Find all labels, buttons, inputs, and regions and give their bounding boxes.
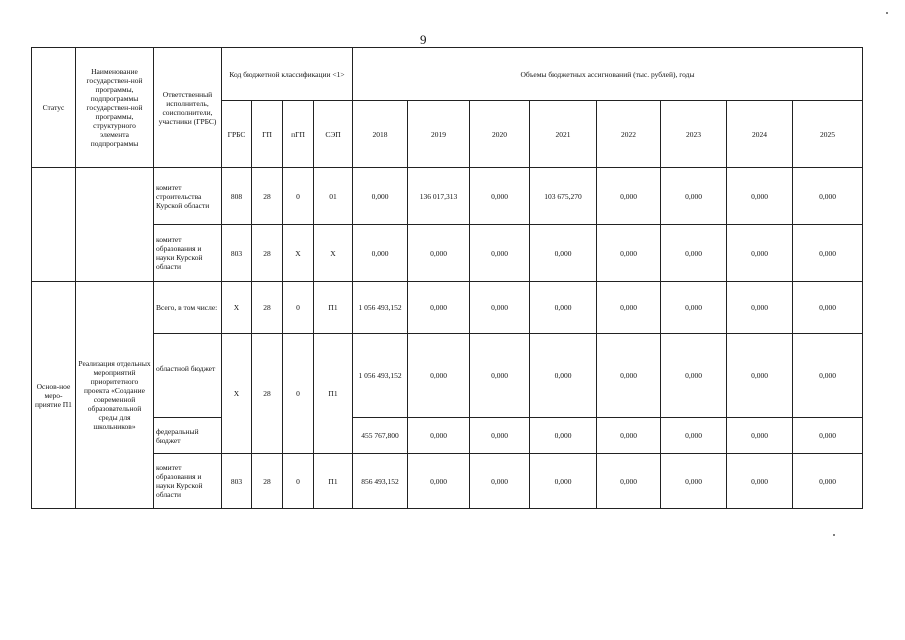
page-number: 9	[420, 32, 427, 47]
grbs-cell: X	[222, 282, 252, 334]
value-cell: 0,000	[530, 334, 597, 418]
value-cell: 0,000	[530, 282, 597, 334]
value-cell: 0,000	[597, 225, 661, 282]
header-year: 2021	[530, 101, 597, 168]
value-cell: 0,000	[793, 334, 863, 418]
name-cell-empty	[76, 168, 154, 282]
value-cell: 0,000	[408, 418, 470, 454]
value-cell: 0,000	[530, 454, 597, 509]
value-cell: 856 493,152	[353, 454, 408, 509]
gp-cell: 28	[252, 454, 283, 509]
main-event-name: Реализация отдельных мероприятий приоритетного проекта «Создание современной образовательной среды для школьников»	[76, 282, 154, 509]
value-cell: 0,000	[530, 225, 597, 282]
value-cell: 0,000	[661, 168, 727, 225]
responsible-cell: комитет образования и науки Курской области	[154, 454, 222, 509]
table-row	[32, 282, 863, 334]
value-cell: 0,000	[727, 225, 793, 282]
responsible-cell: Всего, в том числе:	[154, 282, 222, 334]
value-cell: 0,000	[727, 454, 793, 509]
sep-cell: П1	[314, 454, 353, 509]
value-cell: 0,000	[727, 418, 793, 454]
scan-speck	[833, 534, 835, 536]
gp-cell: 28	[252, 334, 283, 454]
status-cell-empty	[32, 168, 76, 282]
header-year: 2024	[727, 101, 793, 168]
main-event-status: Основ-ное меро-приятие П1	[32, 282, 76, 509]
pgp-cell: X	[283, 225, 314, 282]
value-cell: 0,000	[661, 454, 727, 509]
gp-cell: 28	[252, 282, 283, 334]
gp-cell: 28	[252, 225, 283, 282]
header-year: 2023	[661, 101, 727, 168]
value-cell: 0,000	[408, 454, 470, 509]
header-budget-group: Объемы бюджетных ассигнований (тыс. рублей), годы	[353, 48, 863, 101]
value-cell: 0,000	[470, 225, 530, 282]
value-cell: 0,000	[470, 454, 530, 509]
value-cell: 0,000	[408, 334, 470, 418]
value-cell: 0,000	[470, 168, 530, 225]
value-cell: 0,000	[470, 282, 530, 334]
value-cell: 0,000	[353, 168, 408, 225]
header-year: 2019	[408, 101, 470, 168]
value-cell: 0,000	[727, 334, 793, 418]
value-cell: 0,000	[470, 418, 530, 454]
pgp-cell: 0	[283, 454, 314, 509]
value-cell: 0,000	[597, 334, 661, 418]
value-cell: 0,000	[793, 225, 863, 282]
sep-cell: П1	[314, 282, 353, 334]
value-cell: 0,000	[597, 168, 661, 225]
value-cell: 0,000	[408, 282, 470, 334]
pgp-cell: 0	[283, 168, 314, 225]
header-status: Статус	[32, 48, 76, 168]
value-cell: 0,000	[661, 334, 727, 418]
pgp-cell: 0	[283, 334, 314, 454]
table-row	[32, 168, 863, 225]
value-cell: 1 056 493,152	[353, 282, 408, 334]
grbs-cell: X	[222, 334, 252, 454]
value-cell: 136 017,313	[408, 168, 470, 225]
sep-cell: 01	[314, 168, 353, 225]
value-cell: 0,000	[661, 225, 727, 282]
pgp-cell: 0	[283, 282, 314, 334]
header-year: 2020	[470, 101, 530, 168]
header-pgp: пГП	[283, 101, 314, 168]
gp-cell: 28	[252, 168, 283, 225]
table-row	[32, 418, 863, 454]
responsible-cell: комитет образования и науки Курской области	[154, 225, 222, 282]
header-name: Наименование государствен-ной программы, подпрограммы государствен-ной программы, структурного элемента подпрограммы	[76, 48, 154, 168]
responsible-cell: областной бюджет	[154, 334, 222, 418]
value-cell: 455 767,800	[353, 418, 408, 454]
value-cell: 0,000	[597, 418, 661, 454]
header-year: 2025	[793, 101, 863, 168]
table-row	[32, 225, 863, 282]
value-cell: 0,000	[597, 282, 661, 334]
value-cell: 0,000	[793, 418, 863, 454]
value-cell: 0,000	[470, 334, 530, 418]
header-year: 2018	[353, 101, 408, 168]
header-year: 2022	[597, 101, 661, 168]
table-row	[32, 334, 863, 418]
value-cell: 0,000	[661, 418, 727, 454]
value-cell: 0,000	[353, 225, 408, 282]
value-cell: 0,000	[408, 225, 470, 282]
table-row	[32, 454, 863, 509]
value-cell: 103 675,270	[530, 168, 597, 225]
responsible-cell: федеральный бюджет	[154, 418, 222, 454]
responsible-cell: комитет строительства Курской области	[154, 168, 222, 225]
header-gp: ГП	[252, 101, 283, 168]
value-cell: 0,000	[661, 282, 727, 334]
value-cell: 0,000	[530, 418, 597, 454]
value-cell: 0,000	[793, 168, 863, 225]
value-cell: 0,000	[793, 282, 863, 334]
budget-table	[31, 47, 863, 509]
grbs-cell: 803	[222, 225, 252, 282]
header-responsible: Ответственный исполнитель, соисполнители, участники (ГРБС)	[154, 48, 222, 168]
header-grbs: ГРБС	[222, 101, 252, 168]
grbs-cell: 803	[222, 454, 252, 509]
value-cell: 0,000	[727, 282, 793, 334]
scan-speck	[886, 12, 888, 14]
value-cell: 0,000	[597, 454, 661, 509]
header-bcc-group: Код бюджетной классификации <1>	[222, 48, 353, 101]
sep-cell: X	[314, 225, 353, 282]
value-cell: 0,000	[727, 168, 793, 225]
header-sep: СЭП	[314, 101, 353, 168]
sep-cell: П1	[314, 334, 353, 454]
value-cell: 0,000	[793, 454, 863, 509]
grbs-cell: 808	[222, 168, 252, 225]
value-cell: 1 056 493,152	[353, 334, 408, 418]
